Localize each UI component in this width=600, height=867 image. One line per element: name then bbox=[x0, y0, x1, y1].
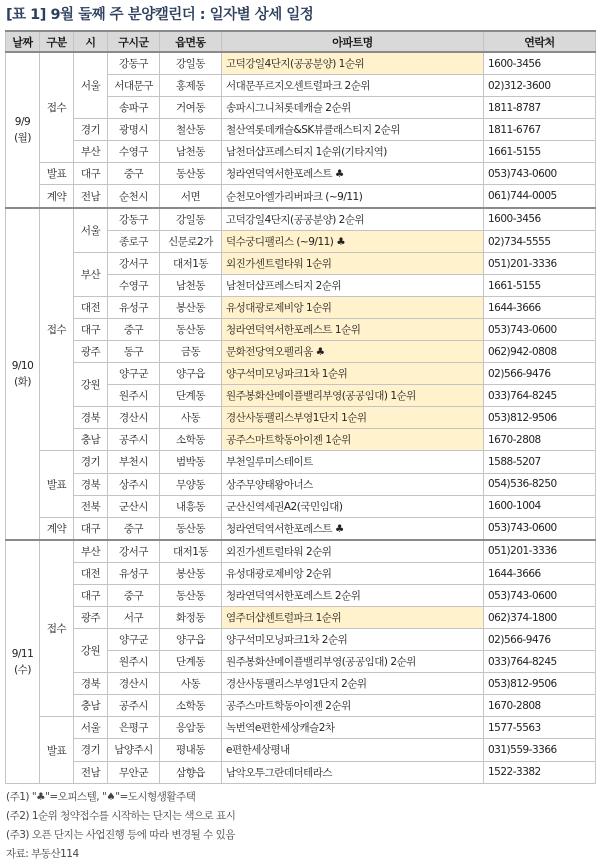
contact-cell: 1600-3456 bbox=[484, 52, 596, 75]
district-cell: 종로구 bbox=[108, 230, 160, 252]
date-label: 9/9 bbox=[14, 115, 31, 128]
contact-cell: 062)374-1800 bbox=[484, 607, 596, 629]
table-row bbox=[6, 119, 596, 141]
dong-cell: 신문로2가 bbox=[160, 230, 222, 252]
dong-cell: 홍제동 bbox=[160, 75, 222, 97]
footnote-3: (주3) 오픈 단지는 사업진행 등에 따라 변경될 수 있음 bbox=[6, 829, 235, 841]
footnote-2: (주2) 1순위 청약접수를 시작하는 단지는 색으로 표시 bbox=[6, 810, 236, 822]
header-type: 구분 bbox=[40, 31, 74, 52]
table-row bbox=[6, 585, 596, 607]
header-row bbox=[6, 31, 596, 52]
contact-cell: 02)566-9476 bbox=[484, 629, 596, 651]
city-cell: 부산 bbox=[74, 540, 108, 563]
district-cell: 부천시 bbox=[108, 451, 160, 473]
weekday-label: (수) bbox=[14, 663, 31, 676]
contact-cell: 02)566-9476 bbox=[484, 363, 596, 385]
contact-cell: 02)734-5555 bbox=[484, 230, 596, 252]
city-cell: 대전 bbox=[74, 563, 108, 585]
contact-cell: 061)744-0005 bbox=[484, 185, 596, 208]
apartment-cell: 녹번역e편한세상캐슬2차 bbox=[222, 717, 484, 739]
table-row bbox=[6, 319, 596, 341]
contact-cell: 062)942-0808 bbox=[484, 341, 596, 363]
dong-cell: 서면 bbox=[160, 185, 222, 208]
dong-cell: 단계동 bbox=[160, 651, 222, 673]
table-row bbox=[6, 495, 596, 517]
district-cell: 광명시 bbox=[108, 119, 160, 141]
table-row bbox=[6, 473, 596, 495]
date-label: 9/11 bbox=[11, 647, 34, 660]
city-cell: 대구 bbox=[74, 163, 108, 185]
contact-cell: 1661-5155 bbox=[484, 275, 596, 297]
dong-cell: 금동 bbox=[160, 341, 222, 363]
city-cell: 부산 bbox=[74, 141, 108, 163]
city-cell: 전남 bbox=[74, 761, 108, 783]
table-row bbox=[6, 429, 596, 451]
contact-cell: 1811-8787 bbox=[484, 97, 596, 119]
dong-cell: 응암동 bbox=[160, 717, 222, 739]
dong-cell: 무양동 bbox=[160, 473, 222, 495]
district-cell: 유성구 bbox=[108, 297, 160, 319]
district-cell: 공주시 bbox=[108, 429, 160, 451]
table-row bbox=[6, 208, 596, 231]
apartment-cell: 문화전당역오펠리움 ♣ bbox=[222, 341, 484, 363]
contact-cell: 02)312-3600 bbox=[484, 75, 596, 97]
apartment-cell: 외진가센트럴타워 1순위 bbox=[222, 253, 484, 275]
city-cell: 서울 bbox=[74, 717, 108, 739]
district-cell: 중구 bbox=[108, 517, 160, 540]
contact-cell: 053)812-9506 bbox=[484, 673, 596, 695]
city-cell: 경북 bbox=[74, 473, 108, 495]
district-cell: 유성구 bbox=[108, 563, 160, 585]
apartment-cell: 순천모아엘가리버파크 (~9/11) bbox=[222, 185, 484, 208]
contact-cell: 053)743-0600 bbox=[484, 585, 596, 607]
table-row bbox=[6, 341, 596, 363]
district-cell: 서구 bbox=[108, 607, 160, 629]
dong-cell: 철산동 bbox=[160, 119, 222, 141]
dong-cell: 사동 bbox=[160, 673, 222, 695]
apartment-cell: 송파시그니처롯데캐슬 2순위 bbox=[222, 97, 484, 119]
contact-cell: 1577-5563 bbox=[484, 717, 596, 739]
contact-cell: 053)743-0600 bbox=[484, 163, 596, 185]
dong-cell: 동산동 bbox=[160, 163, 222, 185]
apartment-cell: 덕수궁디팰리스 (~9/11) ♣ bbox=[222, 230, 484, 252]
apartment-cell: 경산사동팰리스부영1단지 2순위 bbox=[222, 673, 484, 695]
dong-cell: 거여동 bbox=[160, 97, 222, 119]
schedule-table bbox=[5, 30, 596, 784]
dong-cell: 동산동 bbox=[160, 585, 222, 607]
contact-cell: 033)764-8245 bbox=[484, 651, 596, 673]
district-cell: 중구 bbox=[108, 585, 160, 607]
district-cell: 양구군 bbox=[108, 629, 160, 651]
dong-cell: 강일동 bbox=[160, 208, 222, 231]
apartment-cell: 군산신역세권A2(국민임대) bbox=[222, 495, 484, 517]
apartment-cell: 원주봉화산메이플밸리부영(공공임대) 2순위 bbox=[222, 651, 484, 673]
city-cell: 대구 bbox=[74, 319, 108, 341]
district-cell: 경산시 bbox=[108, 673, 160, 695]
district-cell: 서대문구 bbox=[108, 75, 160, 97]
source-note: 자료: 부동산114 bbox=[6, 848, 79, 860]
table-row bbox=[6, 695, 596, 717]
district-cell: 수영구 bbox=[108, 141, 160, 163]
contact-cell: 053)743-0600 bbox=[484, 517, 596, 540]
type-cell: 접수 bbox=[40, 540, 74, 717]
district-cell: 군산시 bbox=[108, 495, 160, 517]
city-cell: 대구 bbox=[74, 517, 108, 540]
dong-cell: 사동 bbox=[160, 407, 222, 429]
dong-cell: 대저1동 bbox=[160, 253, 222, 275]
dong-cell: 양구읍 bbox=[160, 629, 222, 651]
date-cell bbox=[6, 540, 40, 784]
table-row bbox=[6, 141, 596, 163]
weekday-label: (월) bbox=[14, 131, 31, 144]
apartment-cell: 청라연덕역서한포레스트 ♣ bbox=[222, 163, 484, 185]
apartment-cell: 공주스마트학동아이젠 1순위 bbox=[222, 429, 484, 451]
apartment-cell: 양구석미모닝파크1차 2순위 bbox=[222, 629, 484, 651]
district-cell: 은평구 bbox=[108, 717, 160, 739]
city-cell: 대구 bbox=[74, 585, 108, 607]
apartment-cell: 유성대광로제비앙 2순위 bbox=[222, 563, 484, 585]
district-cell: 원주시 bbox=[108, 651, 160, 673]
district-cell: 수영구 bbox=[108, 275, 160, 297]
contact-cell: 1661-5155 bbox=[484, 141, 596, 163]
header-apartment: 아파트명 bbox=[222, 31, 484, 52]
apartment-cell: 고덕강일4단지(공공분양) 2순위 bbox=[222, 208, 484, 231]
apartment-cell: 경산사동팰리스부영1단지 1순위 bbox=[222, 407, 484, 429]
apartment-cell: 유성대광로제비앙 1순위 bbox=[222, 297, 484, 319]
dong-cell: 범박동 bbox=[160, 451, 222, 473]
header-contact: 연락처 bbox=[484, 31, 596, 52]
footnote-1: (주1) "♣"=오피스텔, "♠"=도시형생활주택 bbox=[6, 791, 196, 803]
district-cell: 강서구 bbox=[108, 253, 160, 275]
district-cell: 강서구 bbox=[108, 540, 160, 563]
district-cell: 강동구 bbox=[108, 208, 160, 231]
table-row bbox=[6, 673, 596, 695]
table-row bbox=[6, 739, 596, 761]
dong-cell: 소학동 bbox=[160, 429, 222, 451]
contact-cell: 051)201-3336 bbox=[484, 253, 596, 275]
dong-cell: 양구읍 bbox=[160, 363, 222, 385]
dong-cell: 내흥동 bbox=[160, 495, 222, 517]
type-cell: 접수 bbox=[40, 208, 74, 451]
district-cell: 순천시 bbox=[108, 185, 160, 208]
city-cell: 경북 bbox=[74, 407, 108, 429]
district-cell: 공주시 bbox=[108, 695, 160, 717]
contact-cell: 1600-3456 bbox=[484, 208, 596, 231]
contact-cell: 1644-3666 bbox=[484, 563, 596, 585]
city-cell: 경기 bbox=[74, 451, 108, 473]
contact-cell: 053)812-9506 bbox=[484, 407, 596, 429]
table-row bbox=[6, 185, 596, 208]
apartment-cell: 원주봉화산메이플밸리부영(공공임대) 1순위 bbox=[222, 385, 484, 407]
district-cell: 무안군 bbox=[108, 761, 160, 783]
city-cell: 충남 bbox=[74, 429, 108, 451]
city-cell: 서울 bbox=[74, 52, 108, 119]
table-row bbox=[6, 563, 596, 585]
contact-cell: 1588-5207 bbox=[484, 451, 596, 473]
apartment-cell: 외진가센트럴타워 2순위 bbox=[222, 540, 484, 563]
contact-cell: 1811-6767 bbox=[484, 119, 596, 141]
district-cell: 중구 bbox=[108, 163, 160, 185]
apartment-cell: 부천일루미스테이트 bbox=[222, 451, 484, 473]
city-cell: 광주 bbox=[74, 341, 108, 363]
apartment-cell: 염주더샵센트럴파크 1순위 bbox=[222, 607, 484, 629]
header-city: 시 bbox=[74, 31, 108, 52]
table-row bbox=[6, 297, 596, 319]
dong-cell: 남천동 bbox=[160, 275, 222, 297]
district-cell: 상주시 bbox=[108, 473, 160, 495]
apartment-cell: 남천더샵프레스티지 2순위 bbox=[222, 275, 484, 297]
city-cell: 대전 bbox=[74, 297, 108, 319]
district-cell: 송파구 bbox=[108, 97, 160, 119]
header-date: 날짜 bbox=[6, 31, 40, 52]
city-cell: 충남 bbox=[74, 695, 108, 717]
city-cell: 서울 bbox=[74, 208, 108, 253]
table-row bbox=[6, 540, 596, 563]
dong-cell: 화정동 bbox=[160, 607, 222, 629]
dong-cell: 소학동 bbox=[160, 695, 222, 717]
apartment-cell: 남악오투그란데더테라스 bbox=[222, 761, 484, 783]
apartment-cell: 양구석미모닝파크1차 1순위 bbox=[222, 363, 484, 385]
dong-cell: 동산동 bbox=[160, 517, 222, 540]
dong-cell: 봉산동 bbox=[160, 563, 222, 585]
district-cell: 원주시 bbox=[108, 385, 160, 407]
contact-cell: 033)764-8245 bbox=[484, 385, 596, 407]
dong-cell: 평내동 bbox=[160, 739, 222, 761]
apartment-cell: 철산역롯데캐슬&SK뷰클래스티지 2순위 bbox=[222, 119, 484, 141]
table-row bbox=[6, 363, 596, 385]
city-cell: 강원 bbox=[74, 363, 108, 407]
table-row bbox=[6, 253, 596, 275]
contact-cell: 1522-3382 bbox=[484, 761, 596, 783]
footnotes bbox=[6, 788, 235, 864]
contact-cell: 053)743-0600 bbox=[484, 319, 596, 341]
contact-cell: 1600-1004 bbox=[484, 495, 596, 517]
header-dong: 읍면동 bbox=[160, 31, 222, 52]
district-cell: 강동구 bbox=[108, 52, 160, 75]
apartment-cell: 공주스마트학동아이젠 2순위 bbox=[222, 695, 484, 717]
date-label: 9/10 bbox=[11, 359, 34, 372]
apartment-cell: 고덕강일4단지(공공분양) 1순위 bbox=[222, 52, 484, 75]
city-cell: 경북 bbox=[74, 673, 108, 695]
apartment-cell: 청라연덕역서한포레스트 ♣ bbox=[222, 517, 484, 540]
dong-cell: 동산동 bbox=[160, 319, 222, 341]
city-cell: 광주 bbox=[74, 607, 108, 629]
table-row bbox=[6, 407, 596, 429]
dong-cell: 대저1동 bbox=[160, 540, 222, 563]
apartment-cell: 상주무양태왕아너스 bbox=[222, 473, 484, 495]
apartment-cell: 남천더샵프레스티지 1순위(기타지역) bbox=[222, 141, 484, 163]
table-row bbox=[6, 517, 596, 540]
type-cell: 발표 bbox=[40, 717, 74, 784]
district-cell: 남양주시 bbox=[108, 739, 160, 761]
weekday-label: (화) bbox=[14, 375, 31, 388]
district-cell: 경산시 bbox=[108, 407, 160, 429]
dong-cell: 강일동 bbox=[160, 52, 222, 75]
city-cell: 강원 bbox=[74, 629, 108, 673]
city-cell: 부산 bbox=[74, 253, 108, 297]
city-cell: 전북 bbox=[74, 495, 108, 517]
apartment-cell: e편한세상평내 bbox=[222, 739, 484, 761]
city-cell: 경기 bbox=[74, 739, 108, 761]
type-cell: 접수 bbox=[40, 52, 74, 163]
header-district: 구시군 bbox=[108, 31, 160, 52]
dong-cell: 봉산동 bbox=[160, 297, 222, 319]
apartment-cell: 청라연덕역서한포레스트 1순위 bbox=[222, 319, 484, 341]
table-row bbox=[6, 451, 596, 473]
table-title: [표 1] 9월 둘째 주 분양캘린더 : 일자별 상세 일정 bbox=[6, 7, 314, 23]
type-cell: 발표 bbox=[40, 451, 74, 517]
type-cell: 발표 bbox=[40, 163, 74, 185]
table-row bbox=[6, 761, 596, 783]
city-cell: 전남 bbox=[74, 185, 108, 208]
table-row bbox=[6, 607, 596, 629]
dong-cell: 단계동 bbox=[160, 385, 222, 407]
contact-cell: 054)536-8250 bbox=[484, 473, 596, 495]
contact-cell: 031)559-3366 bbox=[484, 739, 596, 761]
district-cell: 양구군 bbox=[108, 363, 160, 385]
type-cell: 계약 bbox=[40, 517, 74, 540]
district-cell: 중구 bbox=[108, 319, 160, 341]
table-row bbox=[6, 629, 596, 651]
dong-cell: 삼향읍 bbox=[160, 761, 222, 783]
table-row bbox=[6, 163, 596, 185]
district-cell: 동구 bbox=[108, 341, 160, 363]
table-row bbox=[6, 717, 596, 739]
city-cell: 경기 bbox=[74, 119, 108, 141]
table-row bbox=[6, 52, 596, 75]
type-cell: 계약 bbox=[40, 185, 74, 208]
contact-cell: 1670-2808 bbox=[484, 695, 596, 717]
dong-cell: 남천동 bbox=[160, 141, 222, 163]
date-cell bbox=[6, 208, 40, 540]
apartment-cell: 청라연덕역서한포레스트 2순위 bbox=[222, 585, 484, 607]
contact-cell: 1644-3666 bbox=[484, 297, 596, 319]
contact-cell: 1670-2808 bbox=[484, 429, 596, 451]
date-cell bbox=[6, 52, 40, 208]
apartment-cell: 서대문푸르지오센트럴파크 2순위 bbox=[222, 75, 484, 97]
contact-cell: 051)201-3336 bbox=[484, 540, 596, 563]
